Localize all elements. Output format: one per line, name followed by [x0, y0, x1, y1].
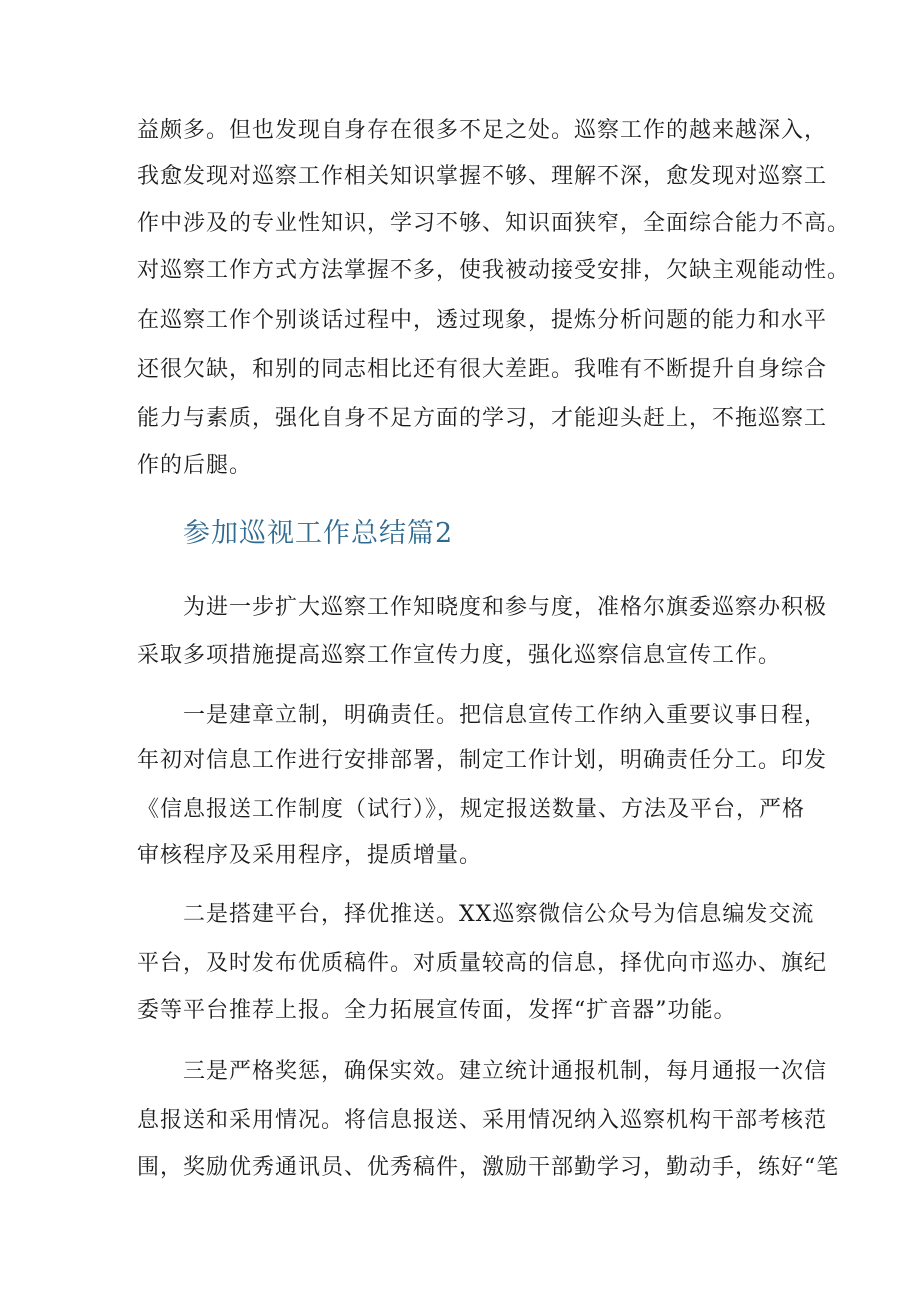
paragraph-1-line-4: 对巡察工作方式方法掌握不多，使我被动接受安排，欠缺主观能动性。	[137, 258, 851, 283]
paragraph-1-line-8: 作的后腿。	[137, 453, 253, 478]
paragraph-4-line-2: 平台，及时发布优质稿件。对质量较高的信息，择优向市巡办、旗纪	[137, 951, 828, 976]
paragraph-1-line-1: 益颇多。但也发现自身存在很多不足之处。巡察工作的越来越深入，	[137, 118, 828, 143]
paragraph-3-line-1: 一是建章立制，明确责任。把信息宣传工作纳入重要议事日程，	[183, 703, 828, 728]
paragraph-3-line-3: 《信息报送工作制度（试行）》，规定报送数量、方法及平台，严格	[137, 797, 806, 822]
section-heading: 参加巡视工作总结篇2	[183, 518, 454, 549]
paragraph-4-line-1: 二是搭建平台，择优推送。XX巡察微信公众号为信息编发交流	[183, 902, 815, 927]
paragraph-2-line-1: 为进一步扩大巡察工作知晓度和参与度，准格尔旗委巡察办积极	[183, 595, 828, 620]
paragraph-5-line-1: 三是严格奖惩，确保实效。建立统计通报机制，每月通报一次信	[183, 1059, 828, 1084]
paragraph-5-line-2: 息报送和采用情况。将信息报送、采用情况纳入巡察机构干部考核范	[137, 1108, 828, 1133]
paragraph-5-line-3: 围，奖励优秀通讯员、优秀稿件，激励干部勤学习，勤动手，练好“笔	[137, 1155, 840, 1180]
paragraph-1-line-5: 在巡察工作个别谈话过程中，透过现象，提炼分析问题的能力和水平	[137, 308, 828, 333]
paragraph-1-line-2: 我愈发现对巡察工作相关知识掌握不够、理解不深，愈发现对巡察工	[137, 164, 828, 189]
paragraph-1-line-7: 能力与素质，强化自身不足方面的学习，才能迎头赶上，不拖巡察工	[137, 406, 828, 431]
paragraph-1-line-3: 作中涉及的专业性知识，学习不够、知识面狭窄，全面综合能力不高。	[137, 211, 851, 236]
paragraph-4-line-3: 委等平台推荐上报。全力拓展宣传面，发挥“扩音器”功能。	[137, 998, 737, 1023]
paragraph-3-line-2: 年初对信息工作进行安排部署，制定工作计划，明确责任分工。印发	[137, 748, 828, 773]
paragraph-3-line-4: 审核程序及采用程序，提质增量。	[137, 843, 483, 868]
paragraph-2-line-2: 采取多项措施提高巡察工作宣传力度，强化巡察信息宣传工作。	[137, 643, 782, 668]
paragraph-1-line-6: 还很欠缺，和别的同志相比还有很大差距。我唯有不断提升自身综合	[137, 357, 828, 382]
